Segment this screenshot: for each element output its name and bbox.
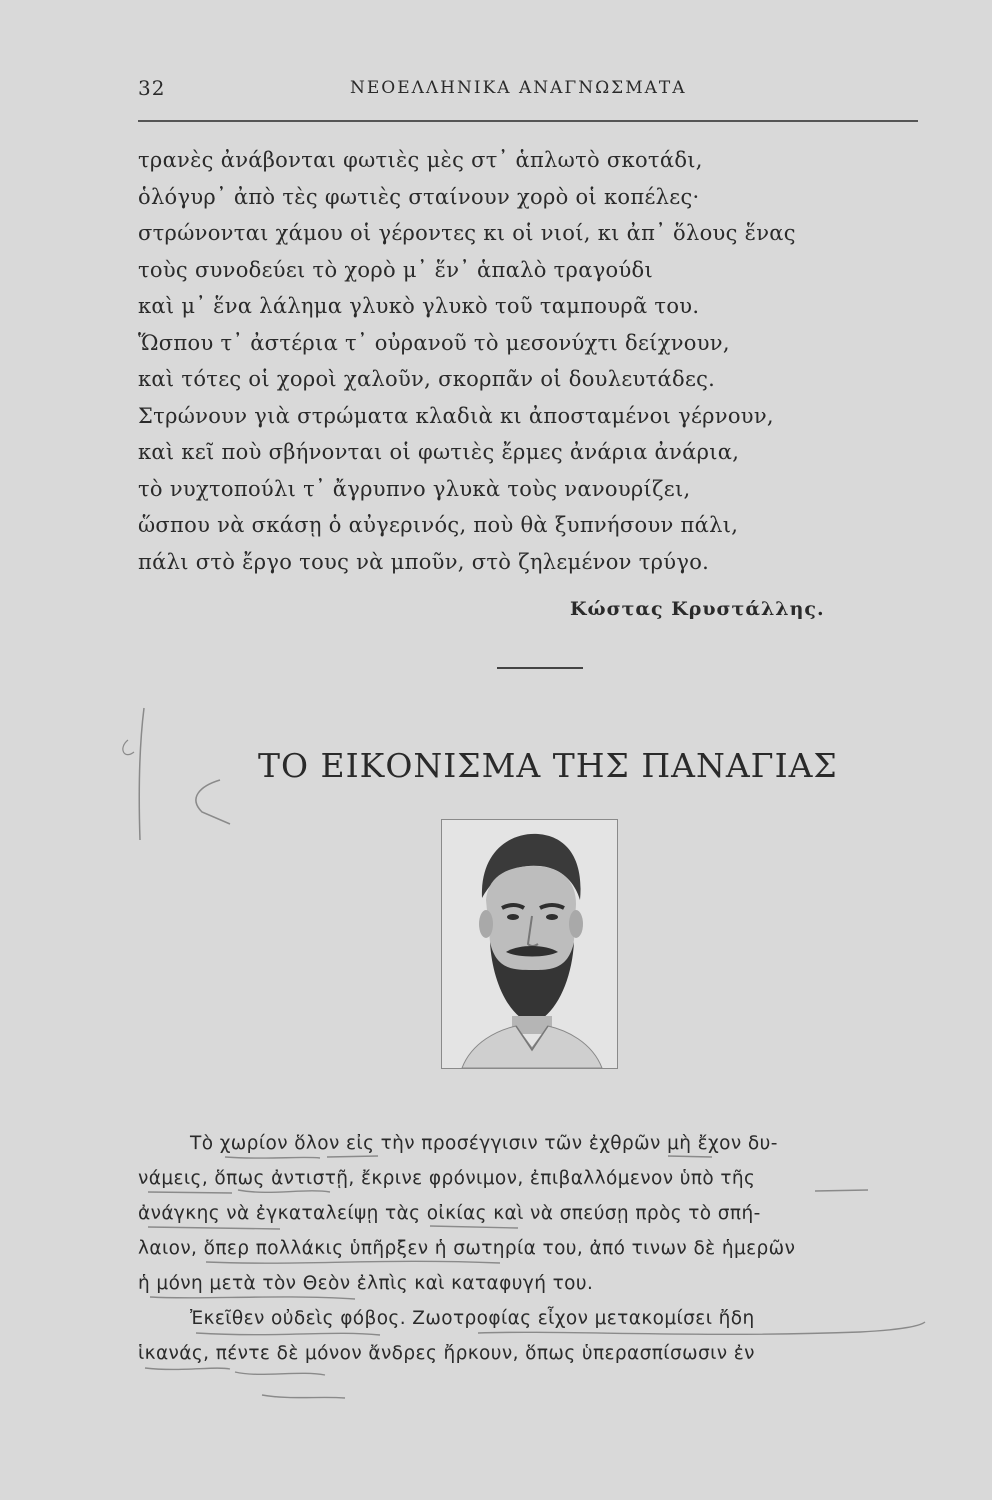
portrait-drawing [442, 820, 617, 1068]
pencil-bracket-mark [110, 700, 250, 850]
prose-line: Ἐκεῖθεν οὐδεὶς φόβος. Ζωοτροφίας εἶχον μετακομίσει ἤδη [190, 1308, 755, 1329]
prose-line: Τὸ χωρίον ὅλον εἰς τὴν προσέγγισιν τῶν ἐχθρῶν μὴ ἔχον δυ- [190, 1133, 778, 1154]
prose-line: ἀνάγκης νὰ ἐγκαταλείψῃ τὰς οἰκίας καὶ νὰ σπεύσῃ πρὸς τὸ σπή- [138, 1203, 761, 1224]
poem-line: στρώνονται χάμου οἱ γέροντες κι οἱ νιοί, κι ἀπ᾿ ὅλους ἕνας [138, 221, 796, 245]
poem-line: καὶ κεῖ ποὺ σβήνονται οἱ φωτιὲς ἔρμες ἀνάρια ἀνάρια, [138, 440, 740, 464]
poem-line: ὥσπου νὰ σκάσῃ ὁ αὐγερινός, ποὺ θὰ ξυπνήσουν πάλι, [138, 513, 739, 537]
author-signature: Κώστας Κρυστάλλης. [570, 598, 825, 620]
page-header [138, 76, 918, 106]
pencil-underline [262, 1395, 345, 1398]
prose-line: ἡ μόνη μετὰ τὸν Θεὸν ἐλπὶς καὶ καταφυγή του. [138, 1273, 594, 1294]
header-rule [138, 120, 918, 122]
poem-line: Ὥσπου τ᾿ ἀστέρια τ᾿ οὐρανοῦ τὸ μεσονύχτι δείχνουν, [138, 330, 730, 355]
poem-line: τὸ νυχτοπούλι τ᾿ ἄγρυπνο γλυκὰ τοὺς νανουρίζει, [138, 476, 691, 501]
poem-line: ὁλόγυρ᾿ ἀπὸ τὲς φωτιὲς σταίνουν χορὸ οἱ κοπέλες· [138, 184, 700, 209]
poem-line: καὶ μ᾿ ἕνα λάλημα γλυκὸ γλυκὸ τοῦ ταμπουρᾶ του. [138, 294, 700, 318]
prose-line: λαιον, ὅπερ πολλάκις ὑπῆρξεν ἡ σωτηρία του, ἀπό τινων δὲ ἡμερῶν [138, 1238, 796, 1259]
page-number: 32 [138, 76, 166, 100]
poem-line: τοὺς συνοδεύει τὸ χορὸ μ᾿ ἕν᾿ ἁπαλὸ τραγούδι [138, 257, 654, 282]
running-title: ΝΕΟΕΛΛΗΝΙΚΑ ΑΝΑΓΝΩΣΜΑΤΑ [350, 78, 687, 98]
pencil-underline [235, 1372, 325, 1375]
poem-line: Στρώνουν γιὰ στρώματα κλαδιὰ κι ἀποσταμένοι γέρνουν, [138, 403, 774, 428]
prose-line: ἱκανάς, πέντε δὲ μόνον ἄνδρες ἤρκουν, ὅπως ὑπερασπίσωσιν ἐν [138, 1343, 755, 1364]
story-text [138, 1126, 938, 1371]
author-portrait [441, 819, 618, 1069]
poem-line: καὶ τότες οἱ χοροὶ χαλοῦν, σκορπᾶν οἱ δουλευτάδες. [138, 367, 716, 391]
poem [138, 142, 918, 580]
poem-line: πάλι στὸ ἔργο τους νὰ μποῦν, στὸ ζηλεμένον τρύγο. [138, 549, 710, 574]
story-title: ΤΟ ΕΙΚΟΝΙΣΜΑ ΤΗΣ ΠΑΝΑΓΙΑΣ [258, 746, 838, 785]
prose-line: νάμεις, ὅπως ἀντιστῇ, ἔκρινε φρόνιμον, ἐπιβαλλόμενον ὑπὸ τῆς [138, 1168, 756, 1189]
poem-line: τρανὲς ἀνάβονται φωτιὲς μὲς στ᾿ ἁπλωτὸ σκοτάδι, [138, 148, 703, 172]
section-divider [497, 667, 583, 669]
